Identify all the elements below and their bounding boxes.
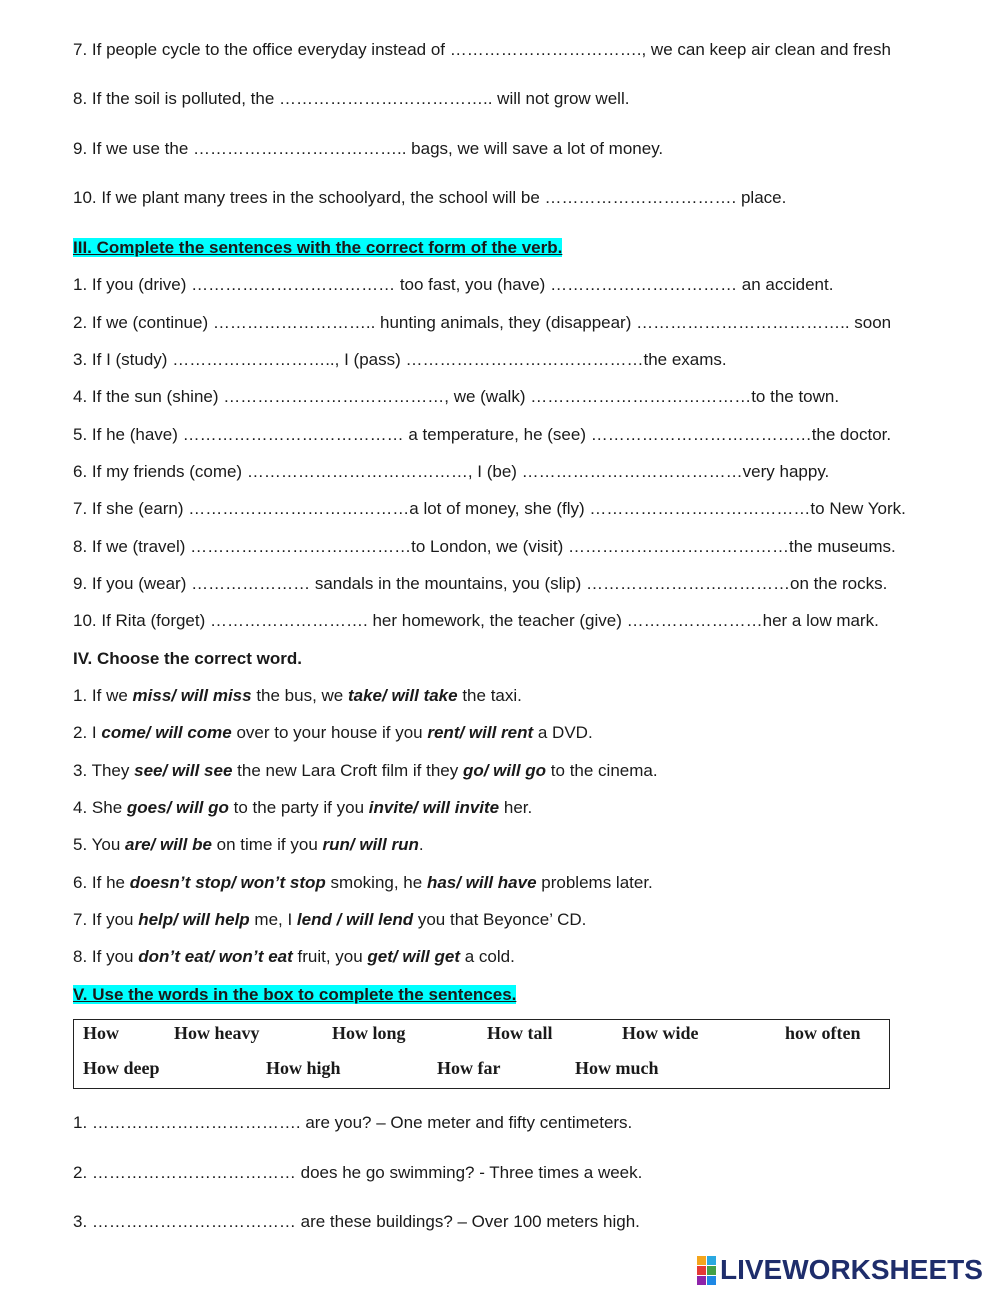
choice-number: 4. (73, 798, 92, 817)
choice-option: come/ will come (101, 723, 232, 742)
word-box-item: How deep (83, 1058, 160, 1078)
section-3-heading (73, 238, 562, 258)
choice-text: you that Beyonce’ CD. (413, 910, 587, 929)
choice-text: a DVD. (533, 723, 593, 742)
logo-block (697, 1276, 706, 1285)
sentence-2-8: 8. If the soil is polluted, the ……………………………….. will not grow well. (73, 89, 630, 108)
choice-text: over to your house if you (231, 723, 428, 742)
choice-text: her. (499, 798, 533, 817)
choice-text: on time if you (211, 835, 323, 854)
choice-text: She (91, 798, 127, 817)
choice-sentence-5 (73, 835, 424, 855)
choice-number: 6. (73, 873, 92, 892)
sentence-3-7: 7. If she (earn) …………………………………a lot of money, she (fly) …………………………………to New York. (73, 499, 906, 518)
sentence-3-8: 8. If we (travel) …………………………………to London, we (visit) …………………………………the museums. (73, 537, 896, 556)
choice-sentence-1 (73, 686, 522, 706)
sentence-2-9: 9. If we use the ……………………………….. bags, we will save a lot of money. (73, 139, 664, 158)
choice-text: smoking, he (325, 873, 427, 892)
word-box-item: How wide (622, 1023, 699, 1043)
choice-number: 7. (73, 910, 92, 929)
choice-option: see/ will see (134, 761, 233, 780)
sentence-3-4: 4. If the sun (shine) …………………………………, we (walk) …………………………………to the town. (73, 387, 840, 406)
sentence-3-6: 6. If my friends (come) …………………………………, I (be) …………………………………very happy. (73, 462, 830, 481)
choice-text: to the cinema. (546, 761, 658, 780)
choice-option: miss/ will miss (132, 686, 252, 705)
section-5-heading (73, 985, 516, 1005)
choice-option: run/ will run (322, 835, 419, 854)
sentence-2-10: 10. If we plant many trees in the schoolyard, the school will be ……………………………. place. (73, 188, 787, 207)
sentence-3-10: 10. If Rita (forget) ………………………. her homework, the teacher (give) ……………………her a low mark. (73, 611, 879, 630)
choice-number: 2. (73, 723, 92, 742)
choice-text: They (91, 761, 135, 780)
section-5-heading-text: V. Use the words in the box to complete the sentences. (73, 985, 517, 1004)
choice-option: rent/ will rent (427, 723, 534, 742)
word-box-item: How tall (487, 1023, 553, 1043)
section-4-heading: IV. Choose the correct word. (73, 649, 302, 668)
logo-block (697, 1256, 706, 1265)
sentence-5-1: 1. ………………………………. are you? – One meter and fifty centimeters. (73, 1113, 633, 1132)
sentence-3-9: 9. If you (wear) ………………… sandals in the mountains, you (slip) ………………………………on the rocks. (73, 574, 888, 593)
sentence-3-1: 1. If you (drive) ……………………………… too fast, you (have) …………………………… an accident. (73, 275, 834, 294)
choice-option: doesn’t stop/ won’t stop (129, 873, 326, 892)
sentence-5-3: 3. ……………………………… are these buildings? – Over 100 meters high. (73, 1212, 640, 1231)
word-box-item: How long (332, 1023, 406, 1043)
choice-text: You (91, 835, 126, 854)
choice-text: problems later. (536, 873, 653, 892)
logo-block (707, 1266, 716, 1275)
choice-text: If we (91, 686, 133, 705)
choice-option: are/ will be (125, 835, 212, 854)
choice-option: goes/ will go (126, 798, 229, 817)
choice-option: get/ will get (367, 947, 460, 966)
choice-text: If you (91, 910, 139, 929)
choice-text: the new Lara Croft film if they (232, 761, 463, 780)
choice-text: If you (91, 947, 139, 966)
choice-text: fruit, you (292, 947, 368, 966)
choice-sentence-6 (73, 873, 653, 893)
choice-text: the bus, we (251, 686, 348, 705)
logo-block (697, 1266, 706, 1275)
choice-option: help/ will help (138, 910, 250, 929)
word-box-item: How far (437, 1058, 501, 1078)
choice-number: 8. (73, 947, 92, 966)
choice-sentence-4 (73, 798, 532, 818)
sentence-3-2: 2. If we (continue) ……………………….. hunting animals, they (disappear) ……………………………….. soon (73, 313, 892, 332)
choice-number: 5. (73, 835, 92, 854)
choice-option: take/ will take (347, 686, 458, 705)
choice-option: go/ will go (462, 761, 547, 780)
choice-sentence-3 (73, 761, 658, 781)
choice-sentence-2 (73, 723, 593, 743)
liveworksheets-logo (697, 1255, 983, 1285)
choice-text: me, I (249, 910, 297, 929)
choice-sentence-8 (73, 947, 515, 967)
choice-option: invite/ will invite (368, 798, 500, 817)
choice-text: to the party if you (228, 798, 369, 817)
logo-blocks-icon (697, 1256, 716, 1285)
choice-sentence-7 (73, 910, 586, 930)
word-box-item: How much (575, 1058, 659, 1078)
word-box-item: How (83, 1023, 119, 1043)
logo-block (707, 1256, 716, 1265)
choice-text: a cold. (459, 947, 515, 966)
choice-option: has/ will have (426, 873, 537, 892)
choice-text: I (91, 723, 102, 742)
choice-option: lend / will lend (296, 910, 414, 929)
choice-text: the taxi. (457, 686, 522, 705)
choice-option: don’t eat/ won’t eat (138, 947, 293, 966)
logo-block (707, 1276, 716, 1285)
sentence-2-7: 7. If people cycle to the office everyday instead of ……………………………., we can keep air clean and fresh (73, 40, 891, 59)
choice-number: 1. (73, 686, 92, 705)
word-box (73, 1019, 890, 1089)
logo-text: LIVEWORKSHEETS (720, 1254, 983, 1285)
sentence-3-3: 3. If I (study) ……………………….., I (pass) ……………………………………the exams. (73, 350, 727, 369)
sentence-5-2: 2. ……………………………… does he go swimming? - Three times a week. (73, 1163, 643, 1182)
choice-number: 3. (73, 761, 92, 780)
section-3-heading-text: III. Complete the sentences with the correct form of the verb. (73, 238, 563, 257)
word-box-item: How heavy (174, 1023, 260, 1043)
sentence-3-5: 5. If he (have) ………………………………… a temperature, he (see) …………………………………the doctor. (73, 425, 892, 444)
choice-text: If he (91, 873, 130, 892)
choice-text: . (418, 835, 424, 854)
word-box-item: How high (266, 1058, 341, 1078)
word-box-item: how often (785, 1023, 861, 1043)
